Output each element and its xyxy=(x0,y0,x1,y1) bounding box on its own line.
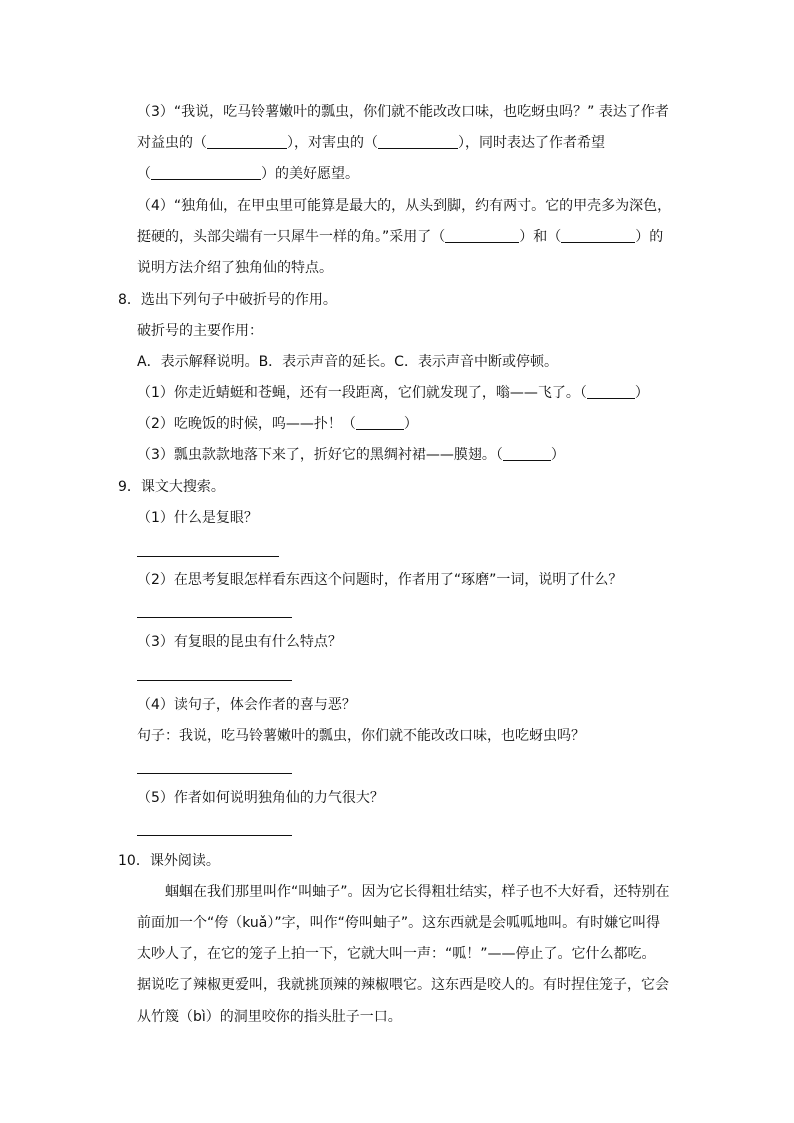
q9-sub-2: （2）在思考复眼怎样看东西这个问题时，作者用了“琢磨”一词，说明了什么？ xyxy=(137,572,623,588)
q9-sub-3: （3）有复眼的昆虫有什么特点？ xyxy=(137,634,342,650)
answer-blank[interactable] xyxy=(207,134,287,149)
text: ） xyxy=(634,385,649,401)
text: 对益虫的（ xyxy=(137,135,207,151)
answer-line[interactable] xyxy=(137,556,279,557)
answer-blank[interactable] xyxy=(356,415,404,430)
text: （1）你走近蜻蜓和苍蝇，还有一段距离，它们就发现了，嗡——飞了。（ xyxy=(137,385,587,401)
q7-part3-line3 xyxy=(137,164,359,184)
question-8-title: 8．选出下列句子中破折号的作用。 xyxy=(118,292,337,308)
text: ）的美好愿望。 xyxy=(261,166,359,182)
q8-item-2 xyxy=(137,414,418,434)
q8-subtitle: 破折号的主要作用： xyxy=(137,323,263,339)
answer-blank[interactable] xyxy=(561,228,635,243)
text: ） xyxy=(403,416,418,432)
text: ）的 xyxy=(635,229,664,245)
text: （2）吃晚饭的时候，呜——扑！（ xyxy=(137,416,356,432)
question-9-title: 9．课文大搜索。 xyxy=(118,479,225,495)
q10-passage-line1: 蝈蝈在我们那里叫作“叫蚰子”。因为它长得粗壮结实，样子也不大好看，还特别在 xyxy=(165,884,670,900)
answer-blank[interactable] xyxy=(587,384,635,399)
text: ），同时表达了作者希望 xyxy=(458,135,605,151)
q7-part4-line3: 说明方法介绍了独角仙的特点。 xyxy=(137,260,333,276)
q10-passage-line4: 据说吃了辣椒更爱叫，我就挑顶辣的辣椒喂它。这东西是咬人的。有时捏住笼子，它会 xyxy=(137,977,669,993)
q8-item-3 xyxy=(137,445,565,465)
text: 挺硬的，头部尖端有一只犀牛一样的角。”采用了（ xyxy=(137,229,446,245)
q7-part4-line1: （4）“独角仙，在甲虫里可能算是最大的，从头到脚，约有两寸。它的甲壳多为深色， xyxy=(137,198,672,214)
q9-sub-5: （5）作者如何说明独角仙的力气很大？ xyxy=(137,790,384,806)
answer-line[interactable] xyxy=(137,680,292,681)
answer-blank[interactable] xyxy=(503,446,551,461)
q7-part4-line2 xyxy=(137,227,663,247)
q8-item-1 xyxy=(137,383,649,403)
q9-sub-4: （4）读句子，体会作者的喜与恶？ xyxy=(137,697,356,713)
answer-blank[interactable] xyxy=(151,165,261,180)
q10-passage-line3: 太吵人了，在它的笼子上拍一下，它就大叫一声：“呱！”——停止了。它什么都吃。 xyxy=(137,946,656,962)
text: ） xyxy=(550,447,565,463)
q9-sub-4-sentence: 句子：我说，吃马铃薯嫩叶的瓢虫，你们就不能改改口味，也吃蚜虫吗？ xyxy=(137,728,585,744)
q7-part3-line1: （3）“我说，吃马铃薯嫩叶的瓢虫，你们就不能改改口味，也吃蚜虫吗？” 表达了作者 xyxy=(137,104,669,120)
answer-blank[interactable] xyxy=(378,134,458,149)
answer-line[interactable] xyxy=(137,617,292,618)
q8-options: A．表示解释说明。B．表示声音的延长。C．表示声音中断或停顿。 xyxy=(137,354,558,370)
answer-line[interactable] xyxy=(137,773,292,774)
text: ）和（ xyxy=(519,229,562,245)
text: （ xyxy=(137,166,151,182)
question-10-title: 10．课外阅读。 xyxy=(118,853,220,869)
q10-passage-line5: 从竹篾（bì）的洞里咬你的指头肚子一口。 xyxy=(137,1009,402,1025)
q7-part3-line2 xyxy=(137,133,605,153)
q10-passage-line2: 前面加一个“侉（kuǎ）”字，叫作“侉叫蚰子”。这东西就是会呱呱地叫。有时嫌它叫得 xyxy=(137,915,661,931)
answer-line[interactable] xyxy=(137,835,292,836)
text: ），对害虫的（ xyxy=(287,135,378,151)
q9-sub-1: （1）什么是复眼？ xyxy=(137,510,258,526)
answer-blank[interactable] xyxy=(445,228,519,243)
text: （3）瓢虫款款地落下来了，折好它的黑绸衬裙——膜翅。（ xyxy=(137,447,503,463)
